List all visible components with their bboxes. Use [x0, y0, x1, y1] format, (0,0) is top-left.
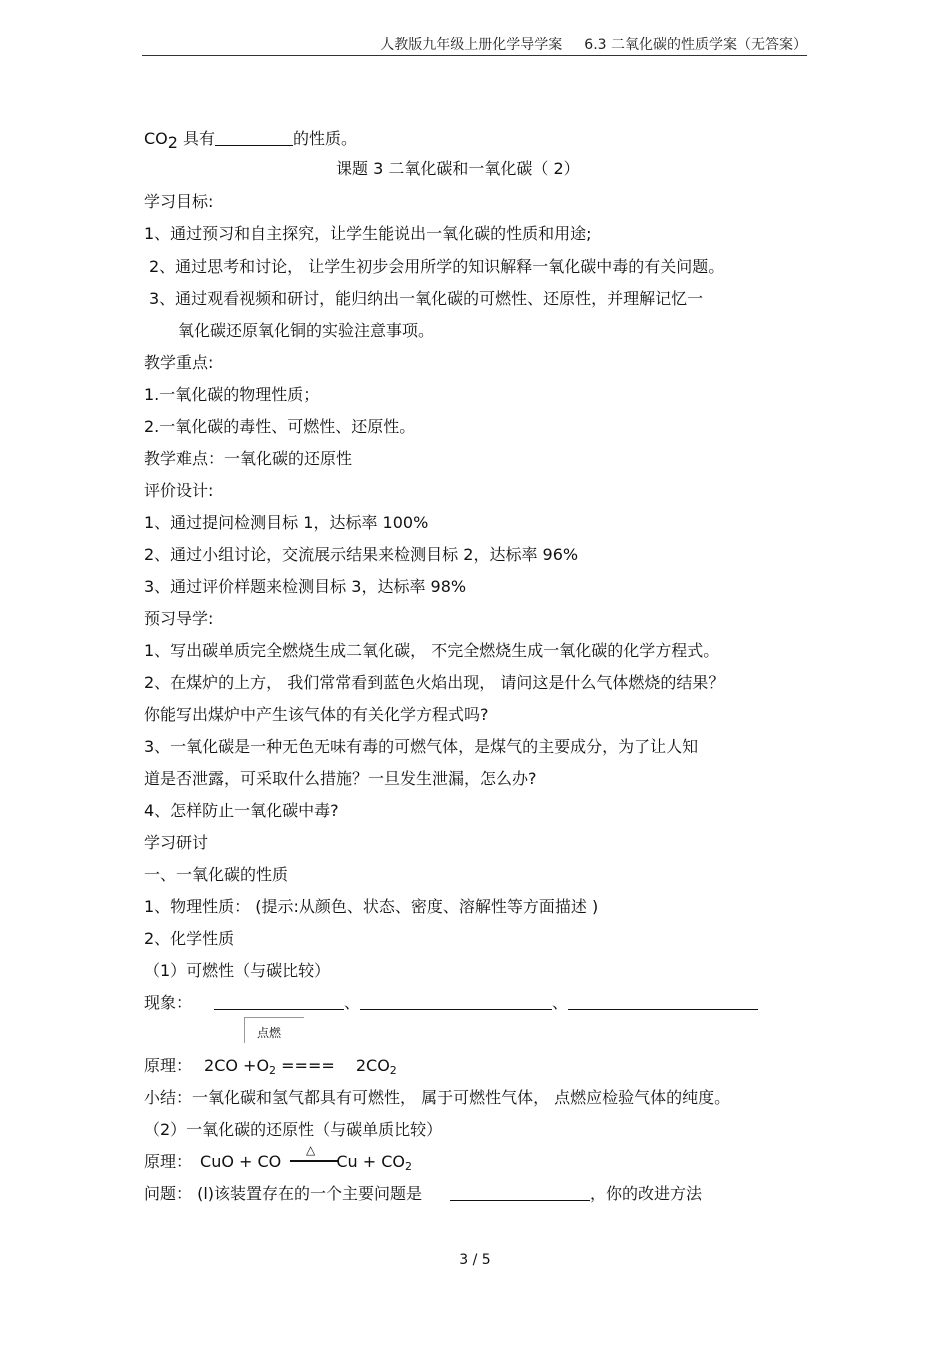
key-point-item: 2.一氧化碳的毒性、可燃性、还原性。 [144, 417, 416, 436]
principle-line-2: 原理： CuO + CO $Cu + CO_2$ [144, 1152, 413, 1173]
answer-blank[interactable] [215, 129, 293, 146]
reaction-condition-box [244, 1017, 304, 1043]
difficulty-line: 教学难点：一氧化碳的还原性 [144, 449, 353, 468]
evaluation-item: 3、通过评价样题来检测目标 3，达标率 98% [144, 577, 467, 596]
evaluation-item: 2、通过小组讨论，交流展示结果来检测目标 2，达标率 96% [144, 545, 579, 564]
equation-combustion: $2CO +O_2$ ==== $2CO_2$ [204, 1056, 397, 1077]
goal-item: 氧化碳还原氧化铜的实验注意事项。 [178, 321, 435, 340]
goal-item: 2、通过思考和讨论， 让学生初步会用所学的知识解释一氧化碳中毒的有关问题。 [149, 257, 725, 276]
principle-line-1: 原理： $2CO +O_2$ ==== $2CO_2$ [144, 1056, 397, 1077]
page-header [142, 35, 807, 55]
evaluation-item: 1、通过提问检测目标 1，达标率 100% [144, 513, 429, 532]
preview-item: 你能写出煤炉中产生该气体的有关化学方程式吗? [144, 705, 489, 724]
header-text: 人教版九年级上册化学导学案 [380, 37, 563, 53]
phenomenon-blank-2[interactable] [360, 993, 552, 1010]
intro-line: $CO_2$ 具有 的性质。 [144, 129, 358, 152]
reducibility-heading: （2）一氧化碳的还原性（与碳单质比较） [144, 1120, 443, 1139]
co2-formula: $CO_2$ [144, 129, 178, 152]
summary-line: 小结：一氧化碳和氢气都具有可燃性， 属于可燃性气体， 点燃应检验气体的纯度。 [144, 1088, 731, 1107]
key-point-item: 1.一氧化碳的物理性质； [144, 385, 320, 404]
equation-reduction: CuO + CO $Cu + CO_2$ [200, 1152, 413, 1173]
goal-item: 3、通过观看视频和研讨，能归纳出一氧化碳的可燃性、还原性，并理解记忆一 [149, 289, 704, 308]
phenomenon-blank-3[interactable] [568, 993, 758, 1010]
question-line: 问题： (l)该装置存在的一个主要问题是 ，你的改进方法 [144, 1184, 703, 1203]
goal-item: 1、通过预习和自主探究，让学生能说出一氧化碳的性质和用途; [144, 224, 592, 243]
key-points-heading: 教学重点: [144, 353, 214, 372]
preview-heading: 预习导学: [144, 609, 214, 628]
preview-item: 道是否泄露，可采取什么措施？一旦发生泄漏，怎么办? [144, 769, 537, 788]
study-heading: 学习研讨 [144, 833, 209, 852]
chemical-properties: 2、化学性质 [144, 929, 235, 948]
preview-item: 2、在煤炉的上方， 我们常常看到蓝色火焰出现， 请问这是什么气体燃烧的结果？ [144, 673, 725, 692]
preview-item: 4、怎样防止一氧化碳中毒? [144, 801, 339, 820]
physical-properties: 1、物理性质： (提示:从颜色、状态、密度、溶解性等方面描述 ) [144, 897, 599, 916]
section-heading: 一、一氧化碳的性质 [144, 865, 289, 884]
preview-item: 1、写出碳单质完全燃烧生成二氧化碳， 不完全燃烧生成一氧化碳的化学方程式。 [144, 641, 720, 660]
preview-item: 3、一氧化碳是一种无色无味有毒的可燃气体，是煤气的主要成分，为了让人知 [144, 737, 699, 756]
header-rule [142, 55, 807, 56]
lesson-title: 课题 3 二氧化碳和一氧化碳（ 2） [336, 159, 580, 178]
evaluation-heading: 评价设计: [144, 481, 214, 500]
header-topic: 6.3 二氧化碳的性质学案（无答案） [584, 37, 807, 53]
page-number: 3 / 5 [459, 1252, 491, 1268]
phenomenon-line: 现象： 、 、 [144, 992, 758, 1014]
combustibility-heading: （1）可燃性（与碳比较） [144, 961, 331, 980]
question-blank[interactable] [450, 1184, 590, 1201]
heat-triangle-icon: △ [306, 1143, 316, 1157]
goals-heading: 学习目标: [144, 192, 214, 211]
condition-label: 点燃 [257, 1026, 282, 1040]
phenomenon-blank-1[interactable] [214, 993, 344, 1010]
